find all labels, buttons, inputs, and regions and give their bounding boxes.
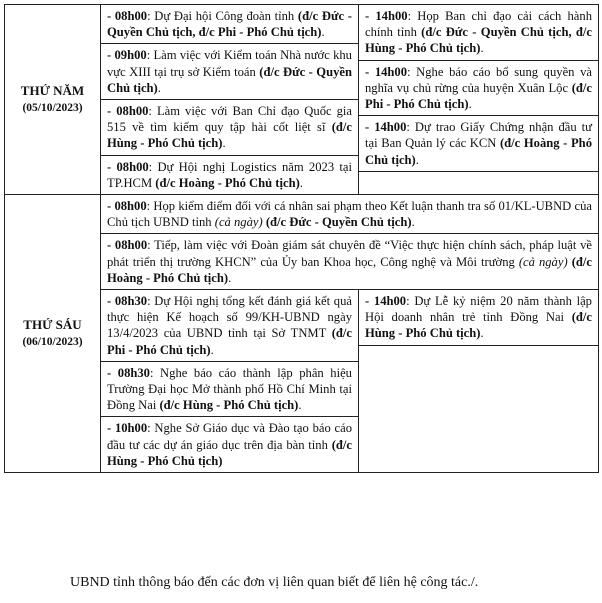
schedule-item: - 08h00: Dự Đại hội Công đoàn tỉnh (đ/c Đức - Quyền Chủ tịch, đ/c Phi - Phó Chủ tịch).: [101, 5, 358, 44]
friday-day-cell: [5, 195, 101, 473]
schedule-item: - 14h00: Dự Lễ kỷ niệm 20 năm thành lập Hội doanh nhân trẻ tỉnh Đồng Nai (đ/c Hùng - Phó Chủ tịch).: [359, 290, 598, 346]
schedule-item: - 14h00: Nghe báo cáo bổ sung quyền và nghĩa vụ chủ rừng của huyện Xuân Lộc (đ/c Phi - Phó Chủ tịch).: [359, 61, 598, 117]
schedule-item: - 08h00: Dự Hội nghị Logistics năm 2023 tại TP.HCM (đ/c Hoàng - Phó Chủ tịch).: [107, 159, 352, 190]
schedule-item: - 14h00: Họp Ban chỉ đạo cải cách hành chính tỉnh (đ/c Đức - Quyền Chủ tịch, đ/c Hùng - Phó Chủ tịch).: [359, 5, 598, 61]
thursday-row: [5, 5, 599, 195]
day-date: (06/10/2023): [22, 335, 83, 348]
thursday-day-cell: [5, 5, 101, 195]
friday-morning-cell: [101, 290, 359, 473]
schedule-item: - 08h00: Làm việc với Ban Chỉ đạo Quốc gia 515 về tìm kiếm quy tập hài cốt liệt sĩ (đ/c Hùng - Phó Chủ tịch).: [101, 100, 358, 156]
day-name: THỨ NĂM: [20, 83, 85, 99]
day-name: THỨ SÁU: [23, 317, 82, 333]
footer-note: UBND tỉnh thông báo đến các đơn vị liên quan biết để liên hệ công tác./.: [70, 575, 479, 590]
friday-afternoon-cell: [359, 290, 599, 473]
schedule-item: - 09h00: Làm việc với Kiểm toán Nhà nước khu vực XIII tại trụ sở Kiểm toán (đ/c Đức - Quyền Chủ tịch).: [101, 44, 358, 100]
schedule-item: - 08h30: Dự Hội nghị tổng kết đánh giá kết quả thực hiện Kế hoạch số 99/KH-UBND ngày 13/4/2023 của UBND tỉnh tại Sở TNMT (đ/c Phi - Phó Chủ tịch).: [101, 290, 358, 362]
schedule-item: - 08h30: Nghe báo cáo thành lập phân hiệu Trường Đại học Mở thành phố Hồ Chí Minh tại Đồng Nai (đ/c Hùng - Phó Chủ tịch).: [101, 362, 358, 418]
schedule-item: - 08h00: Tiếp, làm việc với Đoàn giám sát chuyên đề “Việc thực hiện chính sách, pháp luật về phát triển thị trường KHCN” của Ủy ban Khoa học, Công nghệ và Môi trường (cả ngày) (đ/c Hoàng - Phó Chủ tịch).: [107, 238, 592, 285]
thursday-morning-cell: [101, 5, 359, 195]
schedule-table: [4, 4, 599, 473]
friday-full-row: [5, 195, 599, 290]
schedule-item: - 14h00: Dự trao Giấy Chứng nhận đầu tư tại Ban Quản lý các KCN (đ/c Hoàng - Phó Chủ tịch).: [359, 116, 598, 172]
schedule-item: - 08h00: Họp kiểm điểm đối với cá nhân sai phạm theo Kết luận thanh tra số 01/KL-UBND của Chủ tịch UBND tỉnh (cả ngày) (đ/c Đức - Quyền Chủ tịch).: [101, 195, 598, 234]
thursday-afternoon-cell: [359, 5, 599, 195]
day-date: (05/10/2023): [22, 101, 83, 114]
friday-allday-cell: [101, 195, 599, 290]
schedule-item: - 10h00: Nghe Sở Giáo dục và Đào tạo báo cáo đầu tư các dự án giáo dục trên địa bàn tỉnh (đ/c Hùng - Phó Chủ tịch): [107, 421, 352, 468]
